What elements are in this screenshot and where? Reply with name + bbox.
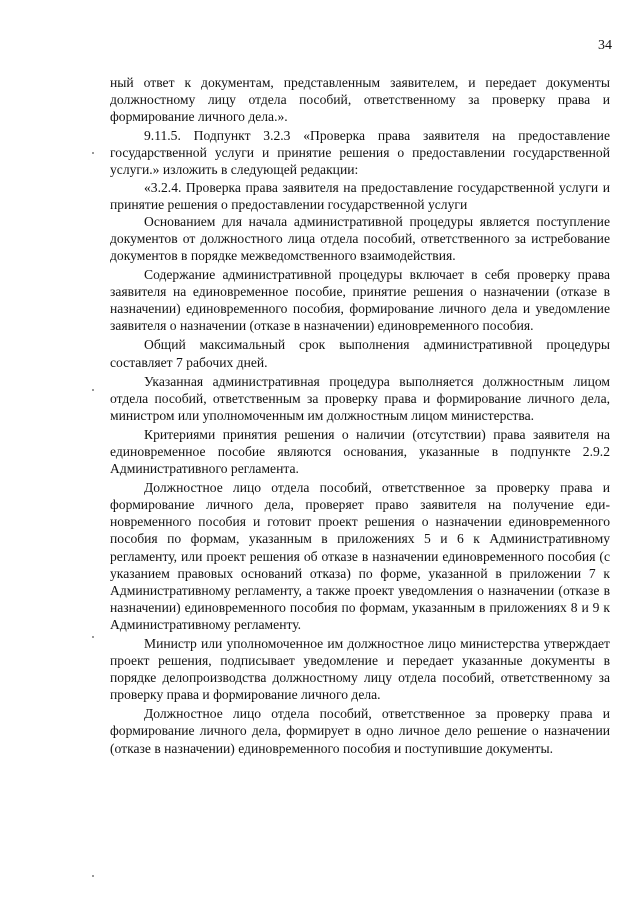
paragraph-executor: Указанная административная процедура выполняется должностным лицом отдела пособий, ответственным за проверку права и формирование личного дела, министром или уполномоченным им должностным лицом министерства. [110,373,610,423]
paragraph-check: Должностное лицо отдела пособий, ответственное за проверку права и формирование личного дела, проверяет право заявителя на получение единовременного пособия и готовит проект решения о назначении единовременного пособия по формам, указанным в приложениях 5 и 6 к Административному регламенту, или проект решения об отказе в назначении единовременного пособия (с указанием правовых оснований отказа) по форме, указанной в приложении 7 к Административному регламенту, а также проект уведомления о назначении (отказе в назначении) единовременного пособия по формам, указанным в приложениях 8 и 9 к Административному регламенту. [110,480,610,632]
paragraph-9-11-5: 9.11.5. Подпункт 3.2.3 «Проверка права заявителя на предоставление государственной услуги и принятие решения о предоставлении государственной услуги.» изложить в следующей редакции: [110,128,610,178]
scan-dot [92,389,94,391]
scan-dot [92,875,94,877]
document-body [110,74,610,757]
paragraph-formation: Должностное лицо отдела пособий, ответственное за проверку права и формирование личного дела, формирует в одно личное дело решение о назначении (отказе в назначении) единовременного пособия и поступившие документы. [110,706,610,756]
paragraph-criteria: Критериями принятия решения о наличии (отсутствии) права заявителя на единовременное пособие являются основания, указанные в подпункте 2.9.2 Административного регламента. [110,426,610,477]
paragraph-basis: Основанием для начала административной процедуры является поступление документов от должностного лица отдела пособий, ответственного за истребование документов в порядке межведомственного взаимодействия. [110,213,610,263]
paragraph-continuation: ный ответ к документам, представленным заявителем, и передает документы должностному лицу отдела пособий, ответственному за проверку права и формирование личного дела.». [110,75,610,125]
scan-dot [92,152,94,154]
paragraph-content: Содержание административной процедуры включает в себя проверку права заявителя на единовременное пособие, принятие решения о назначении (отказе в назначении) единовременного пособия, формирование личного дела и уведомление заявителя о назначении (отказе в назначении) единовременного пособия. [110,267,610,334]
paragraph-section-title: «3.2.4. Проверка права заявителя на предоставление государственной услуги и принятие решения о предоставлении государственной услуги [110,179,610,212]
paragraph-deadline: Общий максимальный срок выполнения административной процедуры составляет 7 рабочих дней. [110,337,610,370]
scan-dot [92,636,94,638]
paragraph-approval: Министр или уполномоченное им должностное лицо министерства утверждает проект решения, подписывает уведомление и передает указанные документы в порядке делопроизводства должностному лицу отдела пособий, ответственному за проверку права и формирование личного дела. [110,636,610,703]
page-number: 34 [598,38,612,53]
